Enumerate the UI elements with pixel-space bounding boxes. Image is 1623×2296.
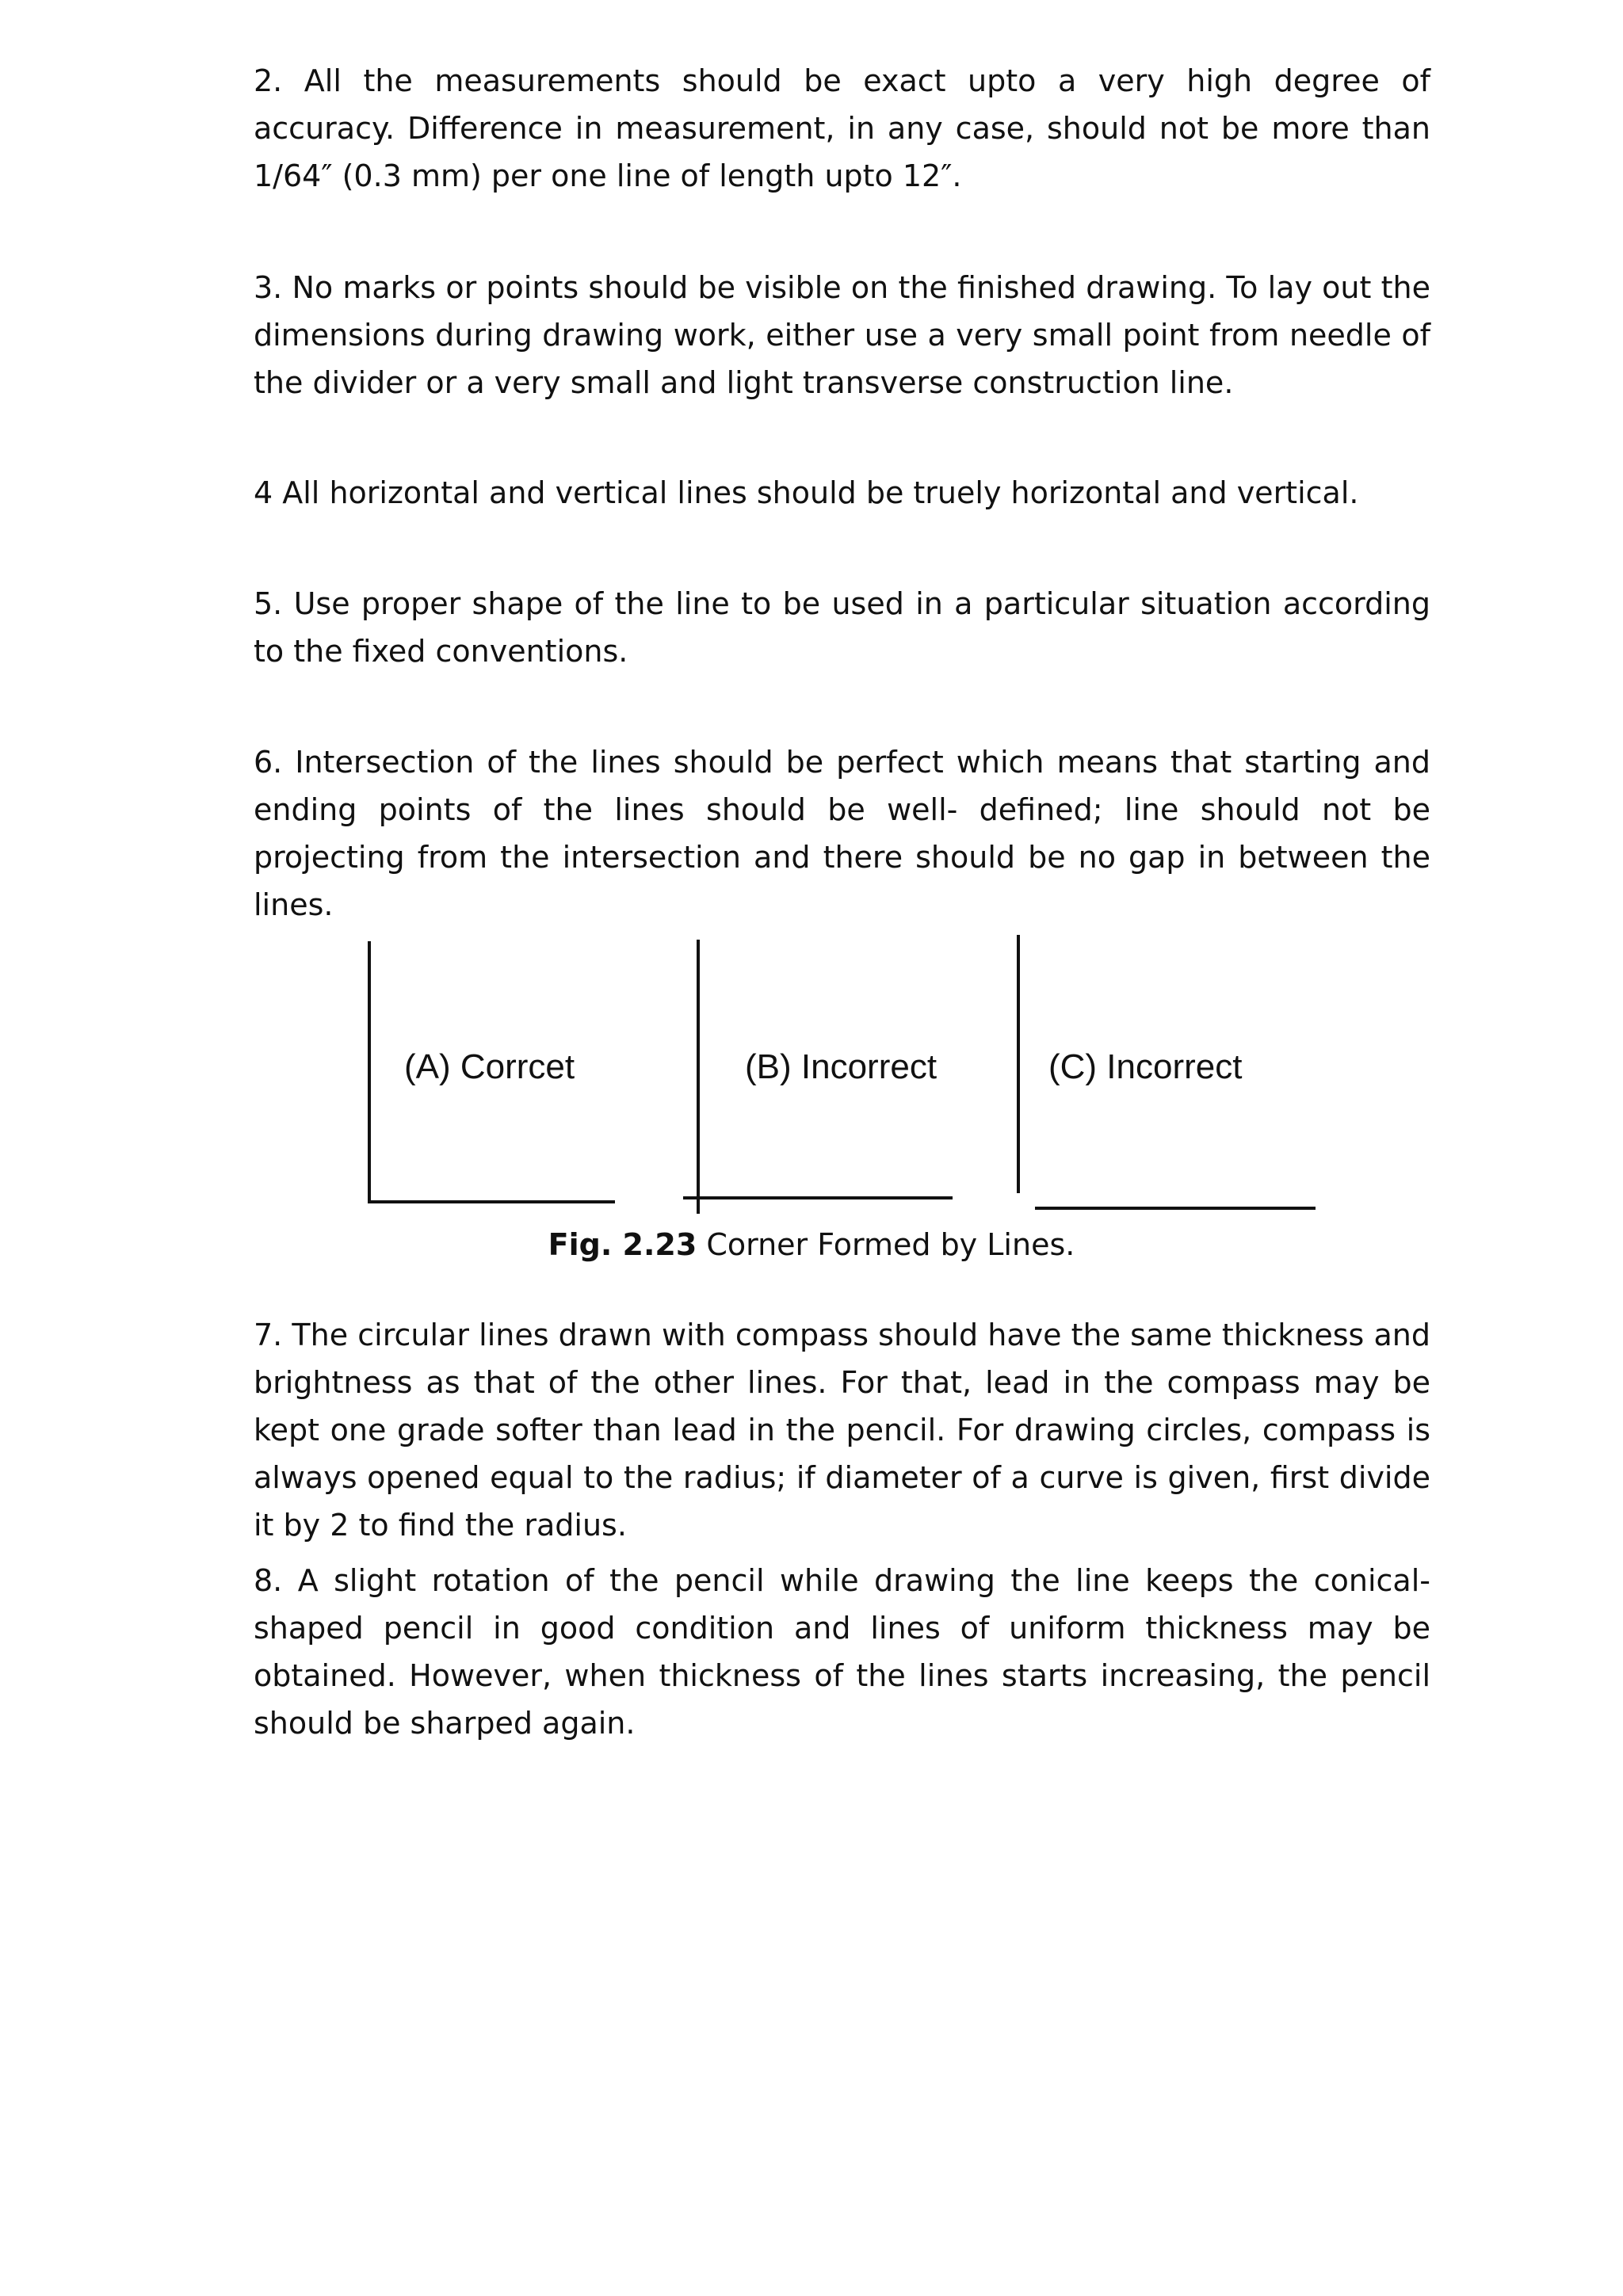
figure-caption-text: Corner Formed by Lines. [697,1227,1075,1262]
corner-b-label: (B) Incorrect [745,1047,938,1086]
paragraph-2: 2. All the measurements should be exact upto a very high degree of accuracy. Difference in measurement, in any case, should not be more than 1/64″ (0.3 mm) per one line of length upto 12″. [254,63,1430,193]
paragraph-7: 7. The circular lines drawn with compass should have the same thickness and brightness as that of the other lines. For that, lead in the compass may be kept one grade softer than lead in the pencil. For drawing circles, compass is always opened equal to the radius; if diameter of a curve is given, first divide it by 2 to find the radius. [254,1318,1430,1543]
paragraph-3: 3. No marks or points should be visible on the finished drawing. To lay out the dimensions during drawing work, either use a very small point from needle of the divider or a very small and light transverse construction line. [254,270,1430,400]
paragraph-4: 4 All horizontal and vertical lines should be truely horizontal and vertical. [254,475,1359,510]
paragraph-8: 8. A slight rotation of the pencil while drawing the line keeps the conical-shaped pencil in good condition and lines of uniform thickness may be obtained. However, when thickness of the lines starts increasing, the pencil should be sharped again. [254,1563,1430,1741]
paragraph-5: 5. Use proper shape of the line to be used in a particular situation according to the fixed conventions. [254,586,1430,669]
figure-caption [0,1221,1623,1268]
corner-a-label: (A) Corrcet [404,1047,575,1086]
paragraph-6: 6. Intersection of the lines should be perfect which means that starting and ending points of the lines should be well- defined; line should not be projecting from the intersection and there should be no gap in between the lines. [254,745,1430,922]
figure-caption-number: Fig. 2.23 [548,1227,697,1262]
corner-c-label: (C) Incorrect [1048,1047,1243,1086]
